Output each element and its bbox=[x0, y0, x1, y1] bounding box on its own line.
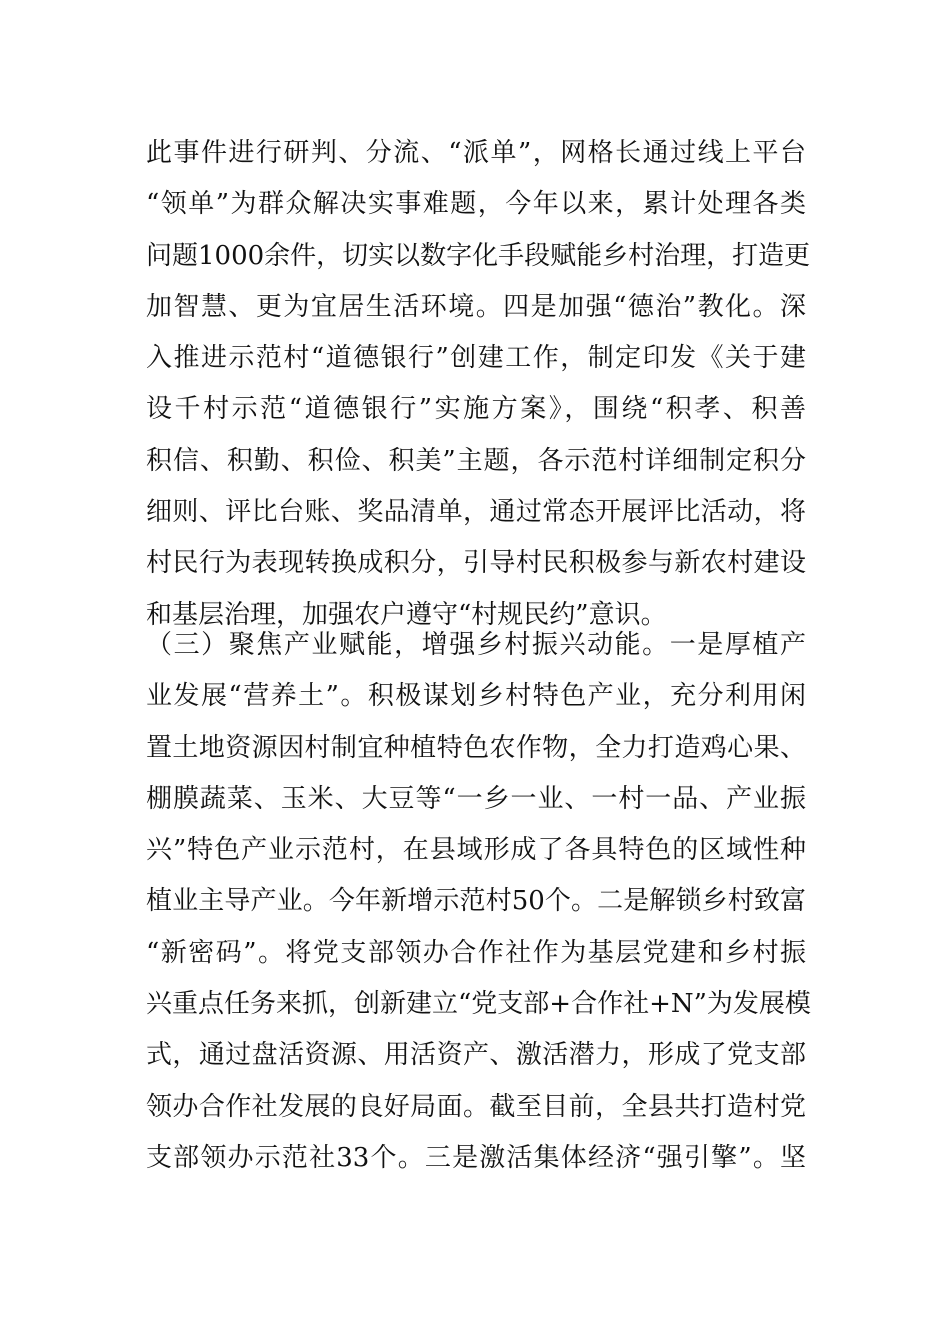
text-line: 和基层治理，加强农户遵守“村规民约”意识。 bbox=[146, 599, 667, 630]
text-line: 积信、积勤、积俭、积美”主题，各示范村详细制定积分 bbox=[146, 445, 806, 476]
text-line: 村民行为表现转换成积分，引导村民积极参与新农村建设 bbox=[146, 548, 806, 579]
text-line: 问题1000余件，切实以数字化手段赋能乡村治理，打造更 bbox=[146, 240, 811, 271]
text-line: 业发展“营养土”。积极谋划乡村特色产业，充分利用闲 bbox=[146, 681, 806, 712]
text-line: 支部领办示范社33个。三是激活集体经济“强引擎”。坚 bbox=[146, 1142, 806, 1173]
text-line: 入推进示范村“道德银行”创建工作，制定印发《关于建 bbox=[146, 343, 806, 374]
text-line: 此事件进行研判、分流、“派单”，网格长通过线上平台 bbox=[146, 138, 806, 168]
text-line: 兴重点任务来抓，创新建立“党支部+合作社+N”为发展模 bbox=[146, 989, 811, 1020]
text-line: 棚膜蔬菜、玉米、大豆等“一乡一业、一村一品、产业振 bbox=[146, 783, 806, 814]
text-line: 植业主导产业。今年新增示范村50个。二是解锁乡村致富 bbox=[146, 886, 806, 917]
paragraph-digital-governance bbox=[146, 128, 811, 641]
text-line: 置土地资源因村制宜种植特色农作物，全力打造鸡心果、 bbox=[146, 732, 806, 763]
text-line: 细则、评比台账、奖品清单，通过常态开展评比活动，将 bbox=[146, 497, 806, 528]
text-line: 兴”特色产业示范村，在县域形成了各具特色的区域性种 bbox=[146, 835, 806, 866]
text-line: “新密码”。将党支部领办合作社作为基层党建和乡村振 bbox=[146, 937, 806, 968]
text-line: 加智慧、更为宜居生活环境。四是加强“德治”教化。深 bbox=[146, 291, 806, 322]
paragraph-industry-empowerment bbox=[146, 620, 811, 1184]
text-line: 领办合作社发展的良好局面。截至目前，全县共打造村党 bbox=[146, 1091, 806, 1122]
text-line: “领单”为群众解决实事难题，今年以来，累计处理各类 bbox=[146, 189, 806, 220]
text-line: 式，通过盘活资源、用活资产、激活潜力，形成了党支部 bbox=[146, 1040, 806, 1071]
text-line: 设千村示范“道德银行”实施方案》，围绕“积孝、积善 bbox=[146, 394, 806, 425]
text-line: （三）聚焦产业赋能，增强乡村振兴动能。一是厚植产 bbox=[146, 630, 806, 660]
